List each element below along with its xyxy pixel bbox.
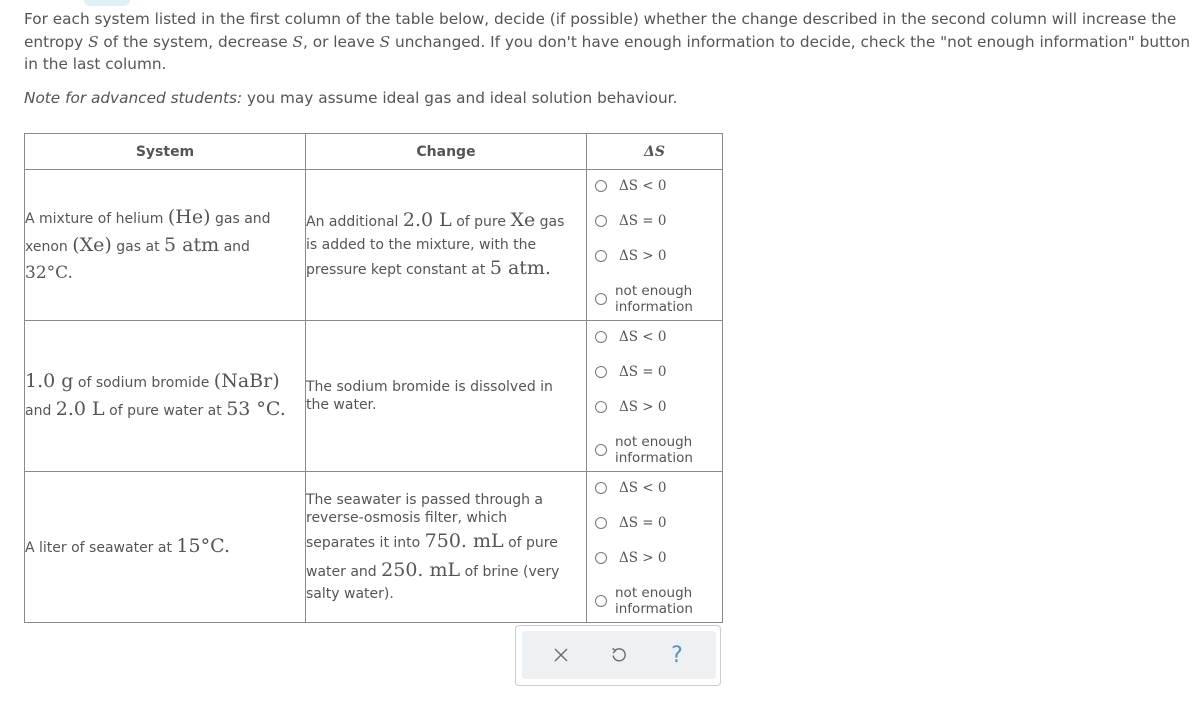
option-delta-s-zero[interactable]: ΔS = 0: [595, 515, 666, 531]
system-cell: A mixture of helium (He) gas and xenon (Xe) gas at 5 atm and 32°C.: [25, 170, 306, 321]
header-system: System: [25, 134, 306, 170]
undo-icon: [610, 646, 628, 664]
change-cell: The sodium bromide is dissolved in the water.: [306, 321, 587, 472]
answer-toolbar: [515, 625, 721, 686]
option-delta-s-zero[interactable]: ΔS = 0: [595, 364, 666, 380]
option-delta-s-positive[interactable]: ΔS > 0: [595, 550, 666, 566]
table-row: [25, 472, 723, 623]
option-delta-s-positive[interactable]: ΔS > 0: [595, 399, 666, 415]
clear-button[interactable]: [546, 640, 576, 670]
advanced-note: Note for advanced students: you may assume ideal gas and ideal solution behaviour.: [24, 89, 678, 107]
top-tab-indicator: [84, 0, 130, 6]
radio-button[interactable]: [595, 595, 607, 607]
undo-button[interactable]: [604, 640, 634, 670]
option-not-enough-information[interactable]: not enough information: [595, 434, 693, 466]
option-not-enough-information[interactable]: not enough information: [595, 585, 693, 617]
table-row: [25, 170, 723, 321]
radio-button[interactable]: [595, 250, 607, 262]
option-delta-s-negative[interactable]: ΔS < 0: [595, 178, 666, 194]
radio-button[interactable]: [595, 552, 607, 564]
option-delta-s-zero[interactable]: ΔS = 0: [595, 213, 666, 229]
radio-button[interactable]: [595, 215, 607, 227]
radio-button[interactable]: [595, 293, 607, 305]
radio-button[interactable]: [595, 517, 607, 529]
radio-button[interactable]: [595, 401, 607, 413]
option-delta-s-negative[interactable]: ΔS < 0: [595, 480, 666, 496]
table-row: [25, 321, 723, 472]
option-not-enough-information[interactable]: not enough information: [595, 283, 693, 315]
help-button[interactable]: [662, 640, 692, 670]
change-cell: An additional 2.0 L of pure Xe gas is added to the mixture, with the pressure kept constant at 5 atm.: [306, 170, 587, 321]
radio-button[interactable]: [595, 331, 607, 343]
help-icon: ?: [671, 642, 683, 668]
delta-s-options-cell: [587, 170, 723, 321]
option-delta-s-positive[interactable]: ΔS > 0: [595, 248, 666, 264]
change-cell: The seawater is passed through a reverse-osmosis filter, which separates it into 750. mL of pure water and 250. mL of brine (very salty water).: [306, 472, 587, 623]
radio-button[interactable]: [595, 482, 607, 494]
header-change: Change: [306, 134, 587, 170]
delta-s-options-cell: [587, 321, 723, 472]
close-icon: [553, 647, 569, 663]
instructions-text: For each system listed in the first column of the table below, decide (if possible) whether the change described in the second column will increase the entropy S of the system, decrease S, or leave S unchanged. If you don't have enough information to decide, check the "not enough information" button in the last column.: [24, 10, 1191, 73]
entropy-table: [24, 133, 723, 623]
header-delta-s: ΔS: [587, 134, 723, 170]
system-cell: 1.0 g of sodium bromide (NaBr) and 2.0 L of pure water at 53 °C.: [25, 321, 306, 472]
radio-button[interactable]: [595, 444, 607, 456]
radio-button[interactable]: [595, 180, 607, 192]
system-cell: A liter of seawater at 15°C.: [25, 472, 306, 623]
option-delta-s-negative[interactable]: ΔS < 0: [595, 329, 666, 345]
radio-button[interactable]: [595, 366, 607, 378]
delta-s-options-cell: [587, 472, 723, 623]
